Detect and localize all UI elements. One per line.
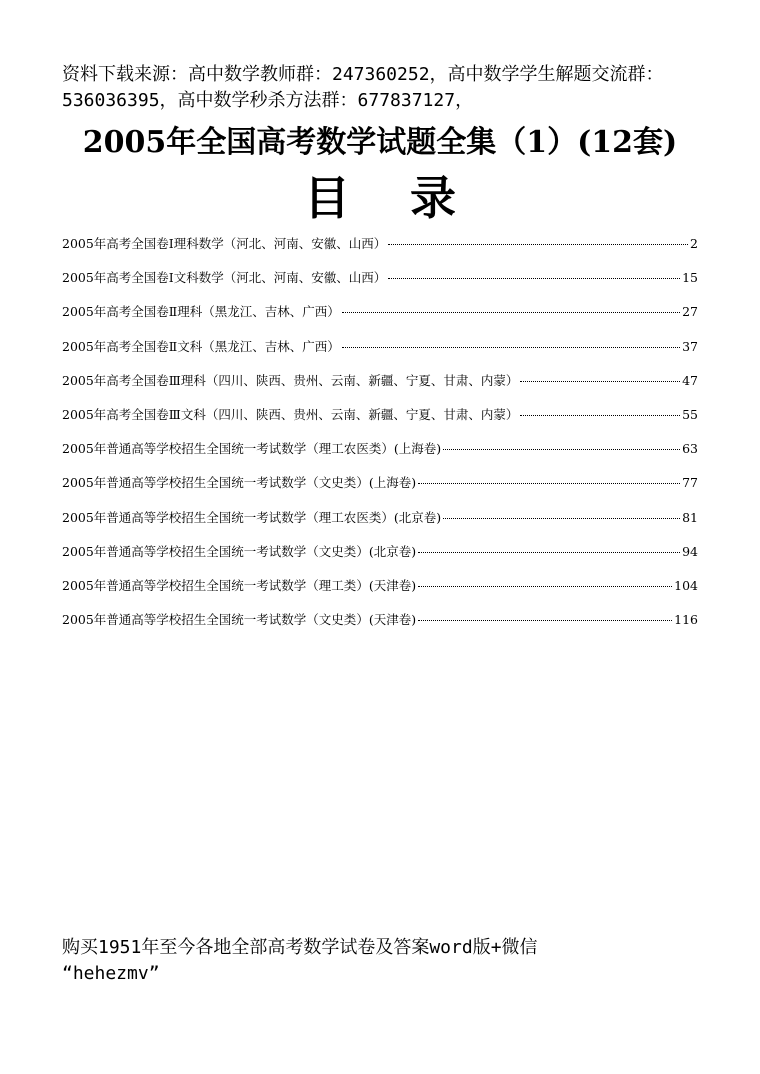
source-info-header bbox=[62, 62, 712, 114]
toc-entry-label: 2005年高考全国卷Ⅱ理科（黑龙江、吉林、广西） bbox=[62, 304, 340, 320]
toc-dot-leader bbox=[418, 620, 672, 621]
toc-dot-leader bbox=[520, 381, 680, 382]
purchase-info-footer bbox=[62, 935, 712, 987]
toc-dot-leader bbox=[418, 483, 680, 484]
toc-dot-leader bbox=[418, 586, 672, 587]
toc-dot-leader bbox=[418, 552, 680, 553]
toc-entry-label: 2005年高考全国卷Ⅰ理科数学（河北、河南、安徽、山西） bbox=[62, 236, 387, 251]
document-title: 2005年全国高考数学试题全集（1）(12套) bbox=[82, 125, 678, 160]
toc-entry[interactable] bbox=[62, 610, 698, 644]
table-of-contents bbox=[62, 234, 698, 644]
toc-entry-label: 2005年普通高等学校招生全国统一考试数学（理工农医类）(上海卷) bbox=[62, 441, 442, 457]
purchase-info-line-2: “hehezmv” bbox=[62, 963, 160, 984]
toc-entry-label: 2005年普通高等学校招生全国统一考试数学（理工类）(天津卷) bbox=[62, 577, 417, 593]
toc-dot-leader bbox=[388, 244, 688, 245]
toc-dot-leader bbox=[520, 415, 680, 416]
toc-entry-label: 2005年高考全国卷Ⅲ理科（四川、陕西、贵州、云南、新疆、宁夏、甘肃、内蒙） bbox=[62, 372, 519, 388]
toc-entry[interactable] bbox=[62, 576, 698, 610]
toc-entry[interactable] bbox=[62, 234, 698, 268]
source-info-line-2: 536036395，高中数学秒杀方法群：677837127， bbox=[62, 90, 474, 111]
toc-dot-leader bbox=[388, 278, 680, 279]
toc-entry-page-number: 55 bbox=[682, 406, 698, 422]
toc-heading: 目录 bbox=[304, 171, 516, 225]
toc-entry-page-number: 116 bbox=[674, 612, 698, 628]
toc-entry-page-number: 77 bbox=[682, 475, 698, 491]
toc-entry[interactable] bbox=[62, 302, 698, 336]
toc-dot-leader bbox=[443, 518, 680, 519]
toc-entry[interactable] bbox=[62, 337, 698, 371]
toc-dot-leader bbox=[342, 312, 680, 313]
toc-entry-page-number: 2 bbox=[690, 236, 698, 251]
toc-entry-page-number: 15 bbox=[682, 270, 698, 286]
toc-entry-page-number: 104 bbox=[674, 577, 698, 593]
toc-entry[interactable] bbox=[62, 405, 698, 439]
toc-entry[interactable] bbox=[62, 371, 698, 405]
toc-entry-page-number: 63 bbox=[682, 441, 698, 457]
toc-entry[interactable] bbox=[62, 268, 698, 302]
toc-entry-page-number: 94 bbox=[682, 543, 698, 559]
toc-entry[interactable] bbox=[62, 542, 698, 576]
toc-entry[interactable] bbox=[62, 508, 698, 542]
toc-entry-page-number: 81 bbox=[682, 509, 698, 525]
toc-entry-label: 2005年高考全国卷Ⅱ文科（黑龙江、吉林、广西） bbox=[62, 338, 340, 354]
toc-entry-label: 2005年普通高等学校招生全国统一考试数学（理工农医类）(北京卷) bbox=[62, 509, 442, 525]
toc-entry[interactable] bbox=[62, 439, 698, 473]
purchase-info-line-1: 购买1951年至今各地全部高考数学试卷及答案word版+微信 bbox=[62, 937, 538, 958]
toc-dot-leader bbox=[342, 347, 680, 348]
toc-entry-page-number: 47 bbox=[682, 372, 698, 388]
toc-entry-label: 2005年普通高等学校招生全国统一考试数学（文史类）(天津卷) bbox=[62, 612, 417, 628]
toc-entry-page-number: 37 bbox=[682, 338, 698, 354]
toc-entry-label: 2005年高考全国卷Ⅲ文科（四川、陕西、贵州、云南、新疆、宁夏、甘肃、内蒙） bbox=[62, 406, 519, 422]
toc-dot-leader bbox=[443, 449, 680, 450]
source-info-line-1: 资料下载来源：高中数学教师群：247360252，高中数学学生解题交流群： bbox=[62, 64, 664, 85]
toc-entry-label: 2005年普通高等学校招生全国统一考试数学（文史类）(上海卷) bbox=[62, 475, 417, 491]
toc-entry-label: 2005年高考全国卷Ⅰ文科数学（河北、河南、安徽、山西） bbox=[62, 270, 387, 286]
toc-entry-label: 2005年普通高等学校招生全国统一考试数学（文史类）(北京卷) bbox=[62, 543, 417, 559]
toc-entry-page-number: 27 bbox=[682, 304, 698, 320]
toc-entry[interactable] bbox=[62, 473, 698, 507]
